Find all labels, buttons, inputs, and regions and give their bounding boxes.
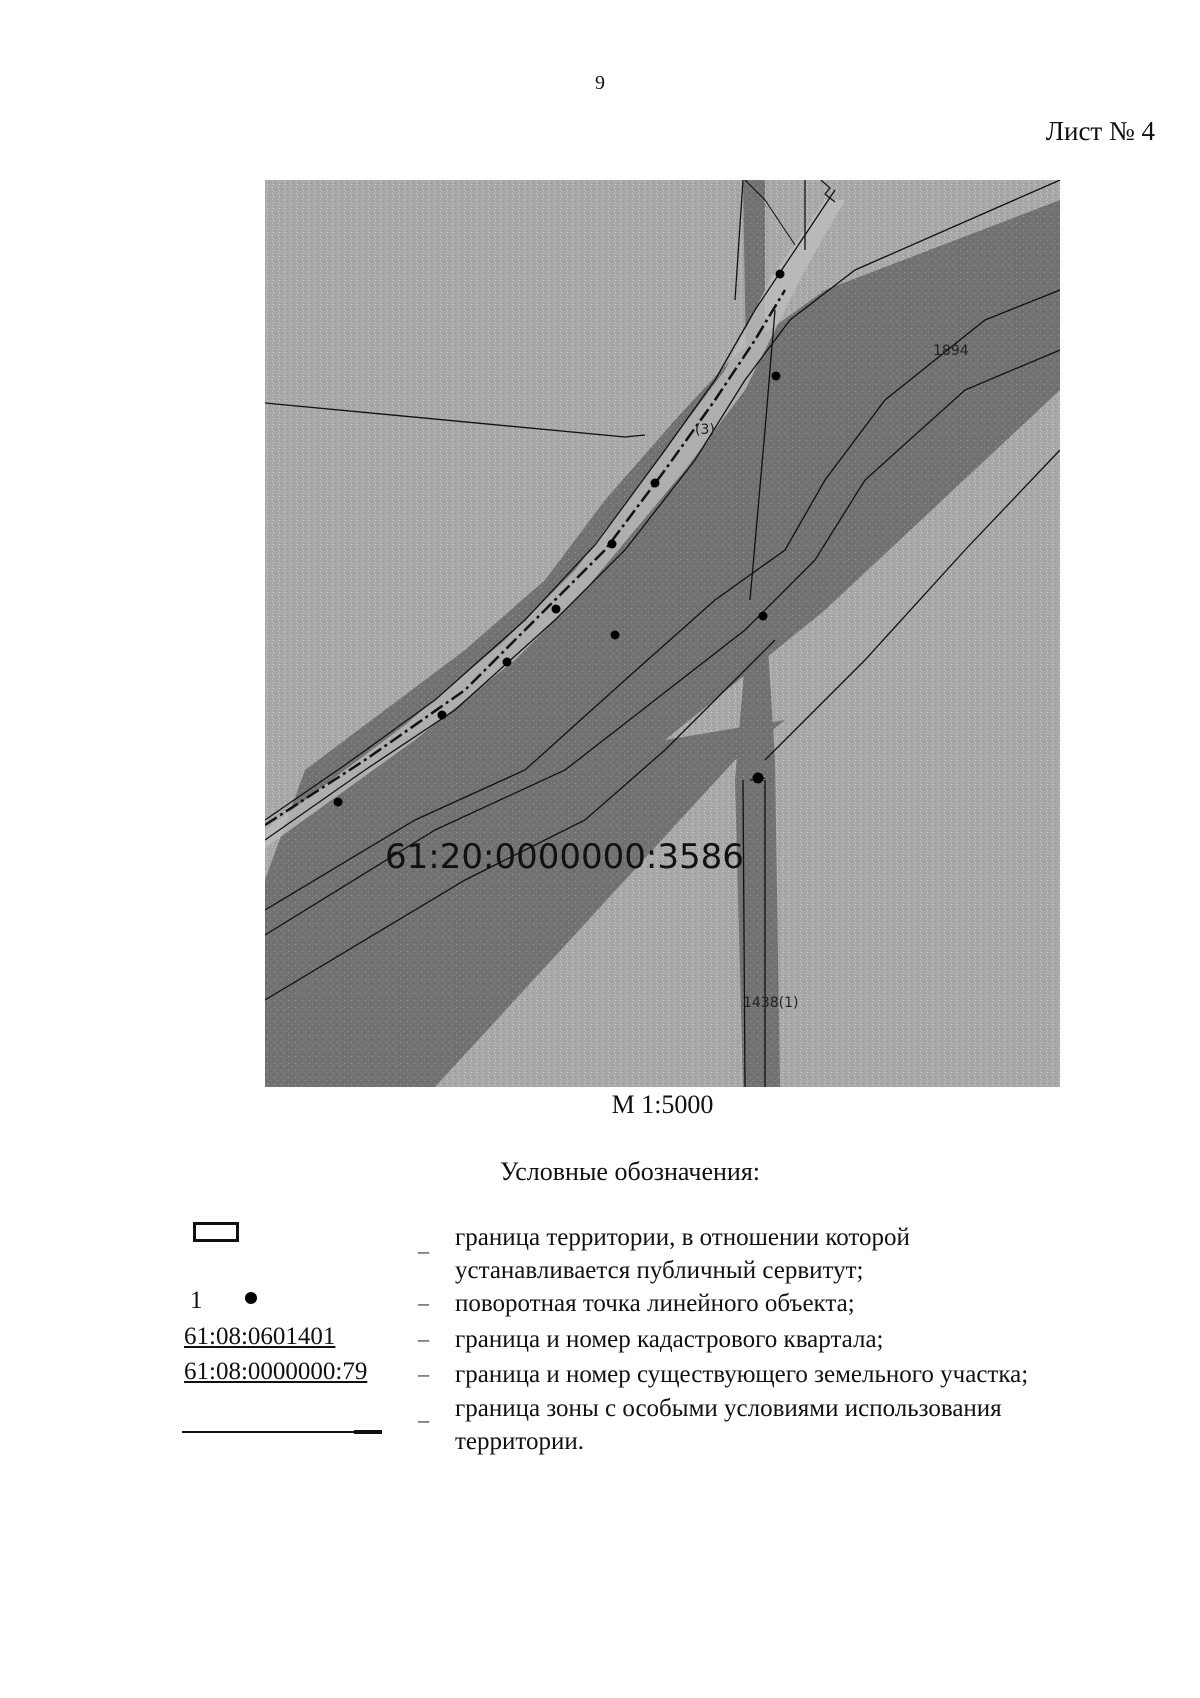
legend-text-zone-1: граница зоны с особыми условиями использования xyxy=(455,1395,1002,1422)
turning-point xyxy=(772,372,781,381)
scale-label: М 1:5000 xyxy=(611,1090,714,1119)
parcel-label-1438: 1438(1) xyxy=(743,995,799,1011)
turning-point xyxy=(438,711,447,720)
legend-symbol-point-number: 1 xyxy=(190,1287,203,1314)
turning-point xyxy=(759,612,768,621)
legend-dash: – xyxy=(418,1361,429,1386)
legend-symbol-zone-line xyxy=(182,1431,354,1433)
legend-symbol-quarter: 61:08:0601401 xyxy=(184,1323,336,1350)
page-number: 9 xyxy=(595,72,605,94)
legend-dash: – xyxy=(418,1238,429,1263)
legend-dash: – xyxy=(418,1407,429,1432)
legend-text-turning-point: поворотная точка линейного объекта; xyxy=(455,1290,855,1317)
legend-title: Условные обозначения: xyxy=(499,1157,761,1186)
turning-point xyxy=(611,631,620,640)
legend-dash: – xyxy=(418,1326,429,1351)
turning-point xyxy=(503,658,512,667)
cadastral-map xyxy=(265,180,1060,1087)
turning-point xyxy=(651,479,660,488)
legend-text-quarter: граница и номер кадастрового квартала; xyxy=(455,1326,884,1353)
legend-text-servitude-2: устанавливается публичный сервитут; xyxy=(455,1257,864,1284)
legend-dash: – xyxy=(418,1290,429,1315)
turning-point xyxy=(608,540,617,549)
turning-point xyxy=(334,798,343,807)
parcel-label-3: (3) xyxy=(695,422,715,438)
legend-text-parcel: граница и номер существующего земельного участка; xyxy=(455,1361,1029,1388)
legend-symbol-servitude-boundary xyxy=(193,1222,239,1242)
legend-text-zone-2: территории. xyxy=(455,1428,585,1455)
legend-text-servitude-1: граница территории, в отношении которой xyxy=(455,1224,910,1251)
parcel-label-1894: 1894 xyxy=(933,343,969,359)
turning-point xyxy=(552,605,561,614)
turning-point xyxy=(776,270,785,279)
turning-point xyxy=(753,773,764,784)
sheet-label: Лист № 4 xyxy=(1045,116,1155,146)
legend-symbol-point xyxy=(245,1292,257,1304)
legend-symbol-zone-line-thick xyxy=(354,1430,382,1434)
legend-symbol-parcel: 61:08:0000000:79 xyxy=(184,1358,368,1385)
cadastral-number-label: 61:20:0000000:3586 xyxy=(385,837,744,877)
